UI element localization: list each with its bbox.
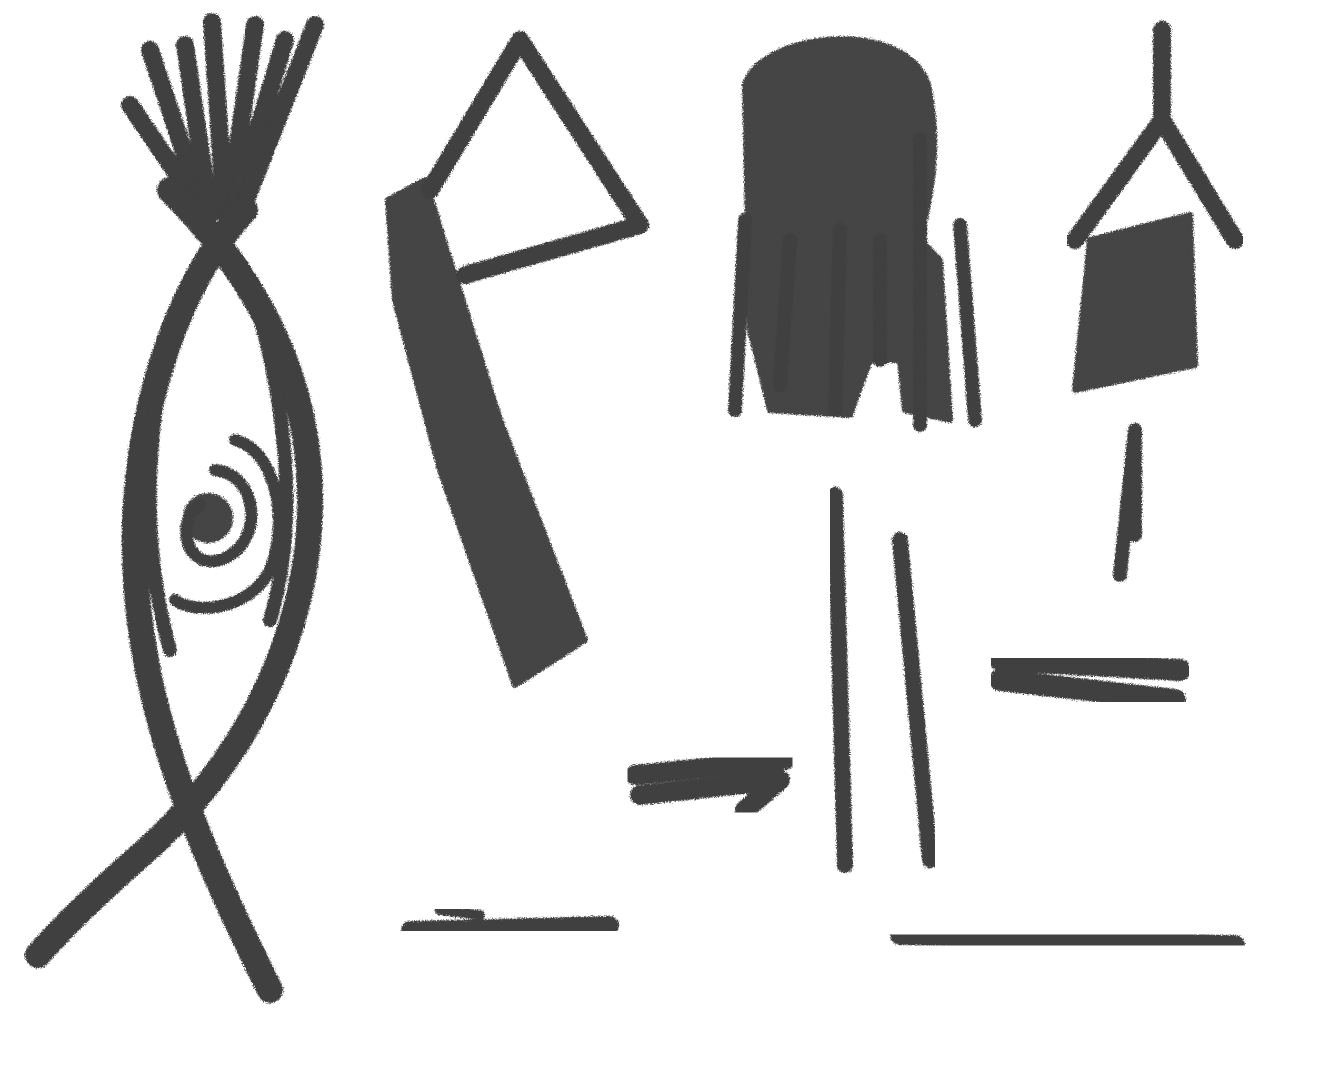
house-symbol-icon [1075, 30, 1235, 575]
flag-symbol-icon [388, 40, 640, 685]
fish-eye-symbol-icon [38, 22, 315, 990]
parallel-lines-symbol-icon [835, 495, 930, 865]
jellyfish-symbol-icon [735, 39, 975, 425]
double-dash-symbol-icon [1000, 660, 1180, 700]
bottom-stroke-left [410, 910, 610, 930]
arrow-symbol-icon [635, 760, 785, 810]
bottom-stroke-right [900, 935, 1235, 945]
